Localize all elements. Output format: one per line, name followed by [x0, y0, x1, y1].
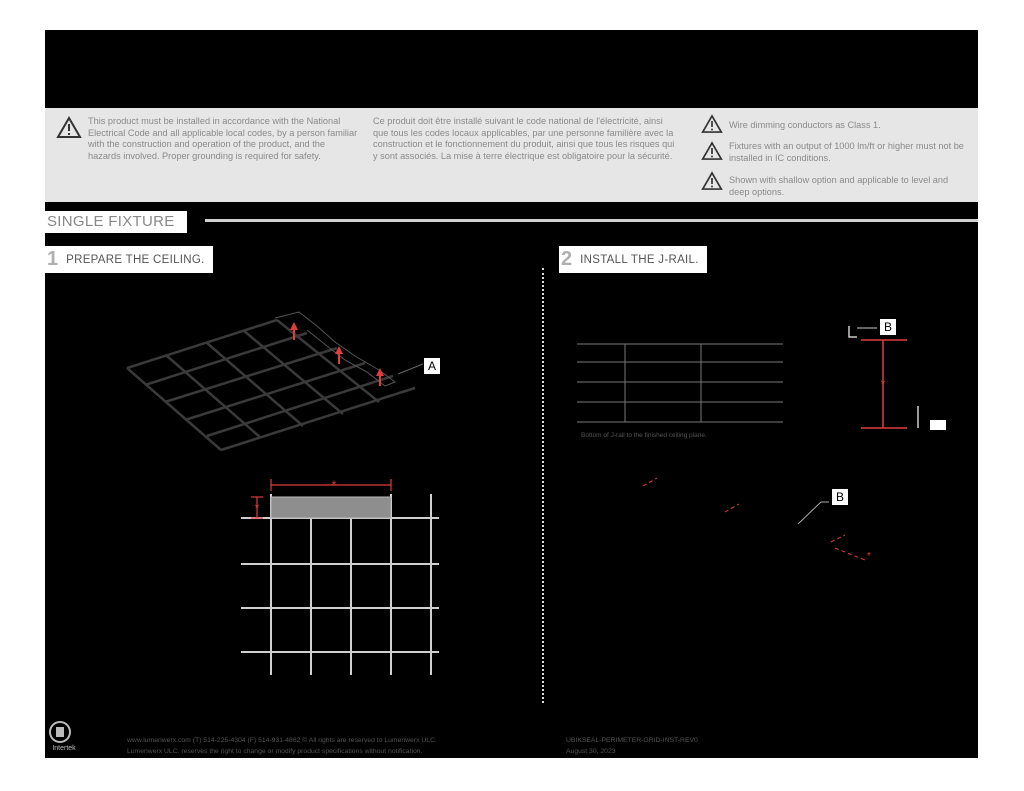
jrail-profile — [849, 326, 857, 337]
step-number: 1 — [47, 248, 59, 270]
note-class1: Wire dimming conductors as Class 1. — [729, 120, 881, 130]
doc-code: UBIKSEAL-PERIMETER-GRID-INST-REV0 — [566, 737, 698, 744]
jrail-elevation — [577, 344, 783, 422]
doc-date: August 30, 2023 — [566, 748, 616, 755]
instruction-sheet — [45, 30, 978, 758]
footer-disclaimer: Lumenwerx ULC. reserves the right to change or modify product specifications without notification. — [127, 748, 423, 755]
ceiling-grid-isometric — [127, 320, 415, 450]
note-shallow-option: Shown with shallow option and applicable to level and deep options. — [729, 175, 949, 197]
cert-name: Intertek — [52, 745, 76, 752]
callout-b-leader — [798, 502, 821, 524]
callout-a: A — [423, 357, 441, 375]
note-ic-conditions: Fixtures with an output of 1000 lm/ft or higher must not be installed in IC conditions. — [729, 141, 964, 163]
callout-a-leader — [398, 364, 423, 374]
dimension-mark: * — [331, 478, 337, 492]
callout-b: B — [831, 488, 849, 506]
step-number: 2 — [561, 248, 573, 270]
installation-diagrams — [45, 30, 978, 758]
footer-text — [127, 735, 437, 757]
lift-tile-arrows — [290, 322, 384, 386]
certification-logo — [47, 720, 81, 752]
fixture-opening — [271, 497, 391, 518]
tile-block — [930, 420, 946, 430]
ceiling-grid-plan — [241, 494, 439, 675]
callout-b: B — [879, 318, 897, 336]
dimension-mark: * — [254, 501, 260, 515]
section-title: SINGLE FIXTURE — [45, 211, 187, 233]
dimension-mark: * — [867, 551, 871, 562]
jrail-caption: Bottom of J-rail to the finished ceiling plane. — [581, 432, 707, 439]
warning-text-en: This product must be installed in accordance with the National Electrical Code and all applicable local codes, by a person familiar with the construction and operation of the product, and the hazards involved. Proper grounding is required for safety. — [88, 116, 358, 161]
step-label: PREPARE THE CEILING. — [66, 253, 205, 266]
footer-doc-info — [566, 735, 698, 757]
footer-contact: www.lumenwerx.com (T) 514-225-4304 (F) 514-931-4862 © All rights are reserved to Lumenwerx ULC. — [127, 737, 437, 744]
dimension-mark: * — [880, 377, 886, 391]
warning-text-fr: Ce produit doit être installé suivant le code national de l'électricité, ainsi que tous les codes locaux applicables, par une personne familière avec la construction et le fonctionnement du produit, ainsi que tous les risques qui y sont associés. La mise à terre électrique est obligatoire pour la sécurité. — [373, 116, 675, 161]
step-label: INSTALL THE J-RAIL. — [580, 253, 699, 266]
